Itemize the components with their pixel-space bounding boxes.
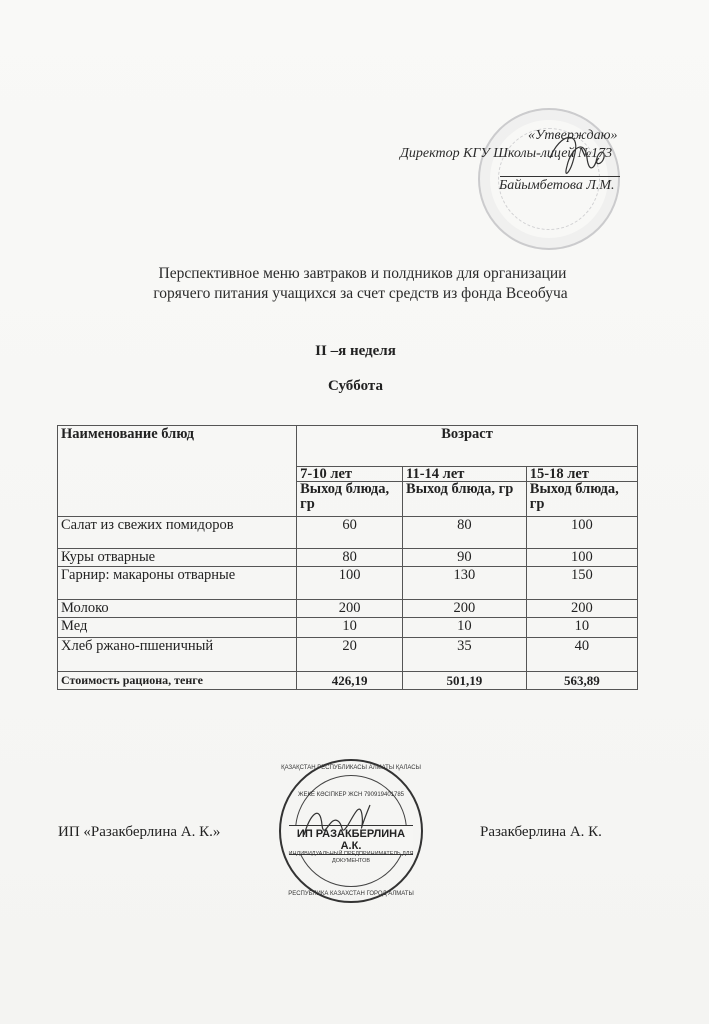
seal-top-text: ЖЕКЕ КӘСІПКЕР ЖСН 790919401785 — [297, 792, 405, 798]
total-value: 563,89 — [526, 672, 637, 690]
dish-value: 80 — [403, 517, 527, 549]
dish-name: Молоко — [58, 600, 297, 618]
header-age-range: 7-10 лет — [297, 466, 403, 481]
table-row — [58, 517, 638, 549]
seal-ring-bottom-text: РЕСПУБЛИКА КАЗАХСТАН ГОРОД АЛМАТЫ — [288, 891, 414, 897]
total-label: Стоимость рациона, тенге — [58, 672, 297, 690]
table-row — [58, 638, 638, 672]
dish-name: Салат из свежих помидоров — [58, 517, 297, 549]
total-row — [58, 672, 638, 690]
approver-name: Байымбетова Л.М. — [499, 178, 615, 193]
doc-title-line-1: Перспективное меню завтраков и полдников для организации — [158, 265, 567, 282]
owner-signature-icon — [300, 795, 380, 845]
director-signature-icon — [545, 128, 615, 184]
doc-title-line-2: горячего питания учащихся за счет средств из фонда Всеобуча — [153, 285, 568, 302]
dish-value: 200 — [403, 600, 527, 618]
dish-value: 150 — [526, 567, 637, 600]
footer-company: ИП «Разакберлина А. К.» — [58, 824, 221, 840]
approver-position: Директор КГУ Школы-лицей №173 — [400, 146, 613, 161]
header-age-range: 11-14 лет — [403, 466, 527, 481]
total-value: 501,19 — [403, 672, 527, 690]
dish-value: 10 — [403, 618, 527, 638]
dish-value: 35 — [403, 638, 527, 672]
dish-value: 80 — [297, 549, 403, 567]
table-row — [58, 567, 638, 600]
menu-table — [57, 425, 638, 690]
header-age-range: 15-18 лет — [526, 466, 637, 481]
dish-value: 100 — [526, 549, 637, 567]
total-value: 426,19 — [297, 672, 403, 690]
seal-name: ИП РАЗАКБЕРЛИНА А.К. — [289, 825, 413, 855]
seal-ring-top-text: ҚАЗАҚСТАН РЕСПУБЛИКАСЫ АЛМАТЫ ҚАЛАСЫ — [281, 765, 421, 771]
dish-value: 200 — [526, 600, 637, 618]
header-output: Выход блюда, гр — [526, 482, 637, 517]
dish-value: 200 — [297, 600, 403, 618]
dish-value: 10 — [297, 618, 403, 638]
table-row — [58, 618, 638, 638]
dish-value: 100 — [526, 517, 637, 549]
dish-value: 100 — [297, 567, 403, 600]
dish-name: Куры отварные — [58, 549, 297, 567]
header-age: Возраст — [297, 426, 638, 467]
header-output: Выход блюда, гр — [297, 482, 403, 517]
day-heading: Суббота — [328, 378, 383, 394]
header-dish-name: Наименование блюд — [58, 426, 297, 517]
dish-value: 90 — [403, 549, 527, 567]
dish-value: 40 — [526, 638, 637, 672]
footer-signatory: Разакберлина А. К. — [480, 824, 602, 840]
dish-name: Хлеб ржано-пшеничный — [58, 638, 297, 672]
dish-value: 60 — [297, 517, 403, 549]
table-row — [58, 600, 638, 618]
dish-value: 130 — [403, 567, 527, 600]
header-output: Выход блюда, гр — [403, 482, 527, 517]
seal-bottom-text: ИНДИВИДУАЛЬНЫЙ ПРЕДПРИНИМАТЕЛЬ ДЛЯ ДОКУМЕНТОВ — [288, 851, 414, 864]
table-row — [58, 549, 638, 567]
dish-value: 20 — [297, 638, 403, 672]
week-heading: II –я неделя — [315, 343, 396, 359]
approve-label: «Утверждаю» — [528, 128, 618, 143]
dish-name: Мед — [58, 618, 297, 638]
dish-name: Гарнир: макароны отварные — [58, 567, 297, 600]
dish-value: 10 — [526, 618, 637, 638]
